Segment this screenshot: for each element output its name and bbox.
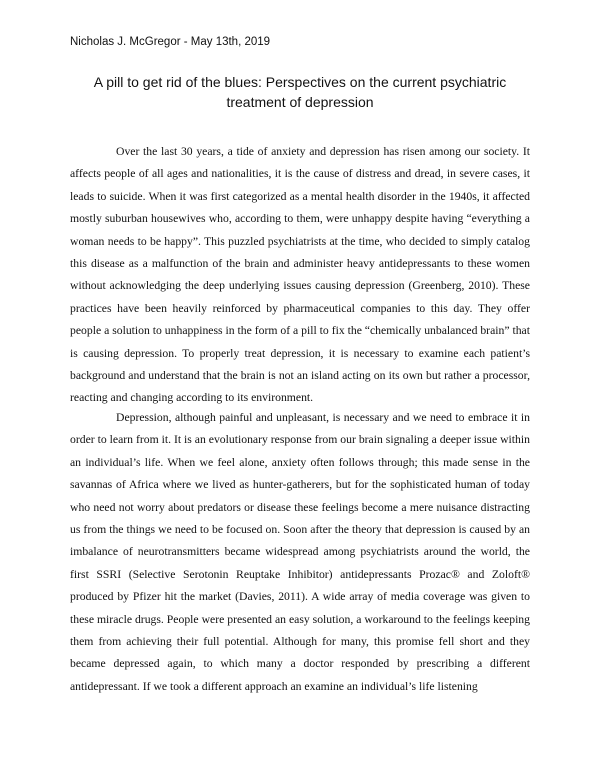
page-header: Nicholas J. McGregor - May 13th, 2019 bbox=[70, 36, 271, 48]
document-title: A pill to get rid of the blues: Perspectives on the current psychiatric treatment of depression bbox=[93, 74, 507, 110]
body-paragraph-2: Depression, although painful and unpleasant, is necessary and we need to embrace it in order to learn from it. It is an evolutionary response from our brain signaling a deeper issue within an individual’s life. When we feel alone, anxiety often follows through; this made sense in the savannas of Africa where we lived as hunter-gatherers, but for the sophisticated human of today who need not worry about predators or disease these feelings become a mere nuisance distracting us from the things we need to be focused on. Soon after the theory that depression is caused by an imbalance of neurotransmitters became widespread among psychiatrists around the world, the first SSRI (Selective Serotonin Reuptake Inhibitor) antidepressants Prozac® and Zoloft® produced by Pfizer hit the market (Davies, 2011). A wide array of media coverage was given to these miracle drugs. People were presented an easy solution, a workaround to the feelings keeping them from achieving their full potential. Although for many, this promise fell short and they became depressed again, to which many a doctor responded by prescribing a different antidepressant. If we took a different approach an examine an individual’s life listening bbox=[70, 411, 530, 693]
body-paragraph-1: Over the last 30 years, a tide of anxiety and depression has risen among our society. It affects people of all ages and nationalities, it is the cause of distress and dread, in severe cases, it leads to suicide. When it was first categorized as a mental health disorder in the 1940s, it affected mostly suburban housewives who, according to them, were unhappy despite having “everything a woman needs to be happy”. This puzzled psychiatrists at the time, who decided to simply catalog this disease as a malfunction of the brain and administer heavy antidepressants to these women without acknowledging the deep underlying issues causing depression (Greenberg, 2010). These practices have been heavily reinforced by pharmaceutical companies to this day. They offer people a solution to unhappiness in the form of a pill to fix the “chemically unbalanced brain” that is causing depression. To properly treat depression, it is necessary to examine each patient’s background and understand that the brain is not an island acting on its own but rather a processor, reacting and changing according to its environment. bbox=[70, 145, 530, 405]
